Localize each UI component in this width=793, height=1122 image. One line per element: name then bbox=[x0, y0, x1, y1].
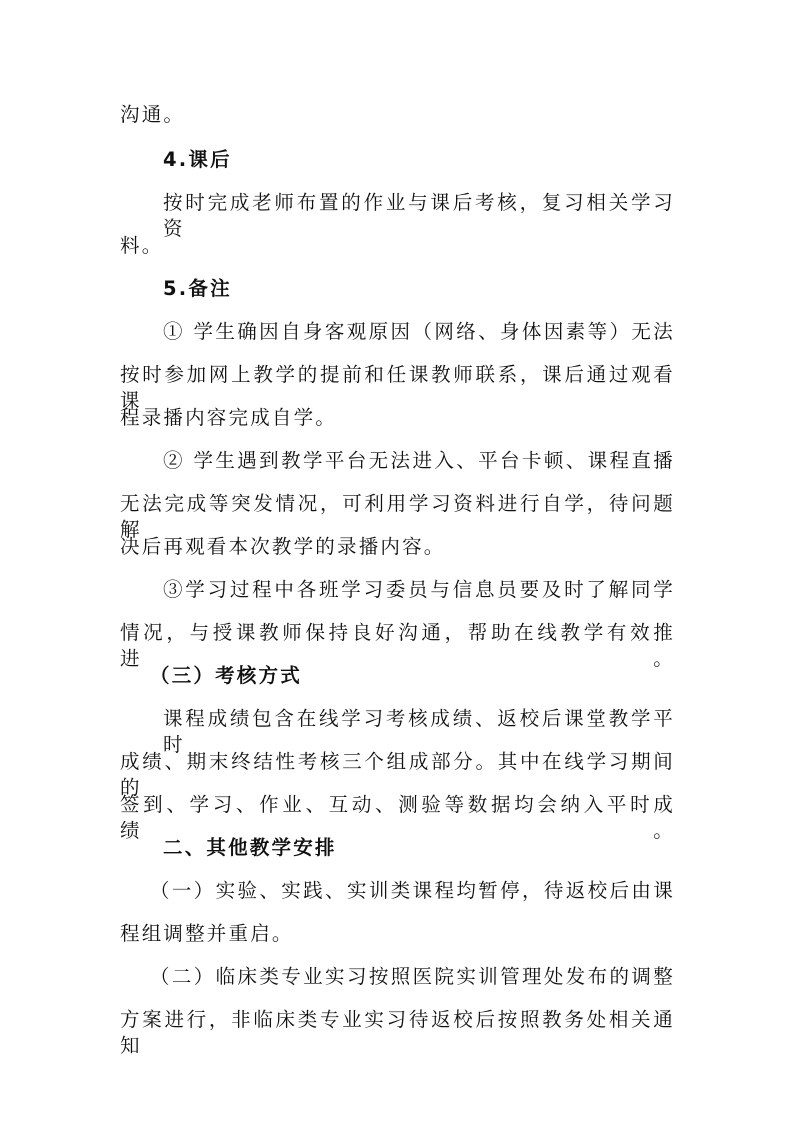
section-heading-assessment: （三）考核方式 bbox=[150, 664, 302, 687]
paragraph-line: 料。 bbox=[120, 234, 164, 257]
paragraph-line: ① 学生确因自身客观原因（网络、身体因素等）无法 bbox=[163, 320, 675, 343]
paragraph-line: （一）实验、实践、实训类课程均暂停，待返校后由课 bbox=[150, 879, 675, 902]
paragraph-line: ③学习过程中各班学习委员与信息员要及时了解同学 bbox=[163, 578, 675, 601]
paragraph-line: （二）临床类专业实习按照医院实训管理处发布的调整 bbox=[150, 965, 675, 988]
section-heading-other-arrangements: 二、其他教学安排 bbox=[163, 836, 337, 859]
paragraph-line: 决后再观看本次教学的录播内容。 bbox=[120, 535, 446, 558]
paragraph-line: 程录播内容完成自学。 bbox=[120, 406, 338, 429]
paragraph-line: ② 学生遇到教学平台无法进入、平台卡顿、课程直播 bbox=[163, 449, 675, 472]
paragraph-line: 方案进行，非临床类专业实习待返校后按照教务处相关通知 bbox=[120, 1008, 675, 1057]
paragraph-line: 成绩、期末终结性考核三个组成部分。其中在线学习期间的 bbox=[120, 750, 675, 799]
section-heading-notes: 5.备注 bbox=[163, 277, 232, 300]
paragraph-line: 签到、学习、作业、互动、测验等数据均会纳入平时成绩。 bbox=[120, 793, 675, 842]
paragraph-line: 情况，与授课教师保持良好沟通，帮助在线教学有效推进。 bbox=[120, 621, 675, 670]
paragraph-line: 程组调整并重启。 bbox=[120, 922, 294, 945]
paragraph-line: 无法完成等突发情况，可利用学习资料进行自学，待问题解 bbox=[120, 492, 675, 541]
paragraph-line: 按时参加网上教学的提前和任课教师联系，课后通过观看课 bbox=[120, 363, 675, 412]
paragraph-line: 按时完成老师布置的作业与课后考核，复习相关学习资 bbox=[163, 191, 675, 240]
paragraph-line: 沟通。 bbox=[120, 103, 186, 126]
section-heading-after-class: 4.课后 bbox=[163, 148, 232, 171]
paragraph-line: 课程成绩包含在线学习考核成绩、返校后课堂教学平时 bbox=[163, 707, 675, 756]
